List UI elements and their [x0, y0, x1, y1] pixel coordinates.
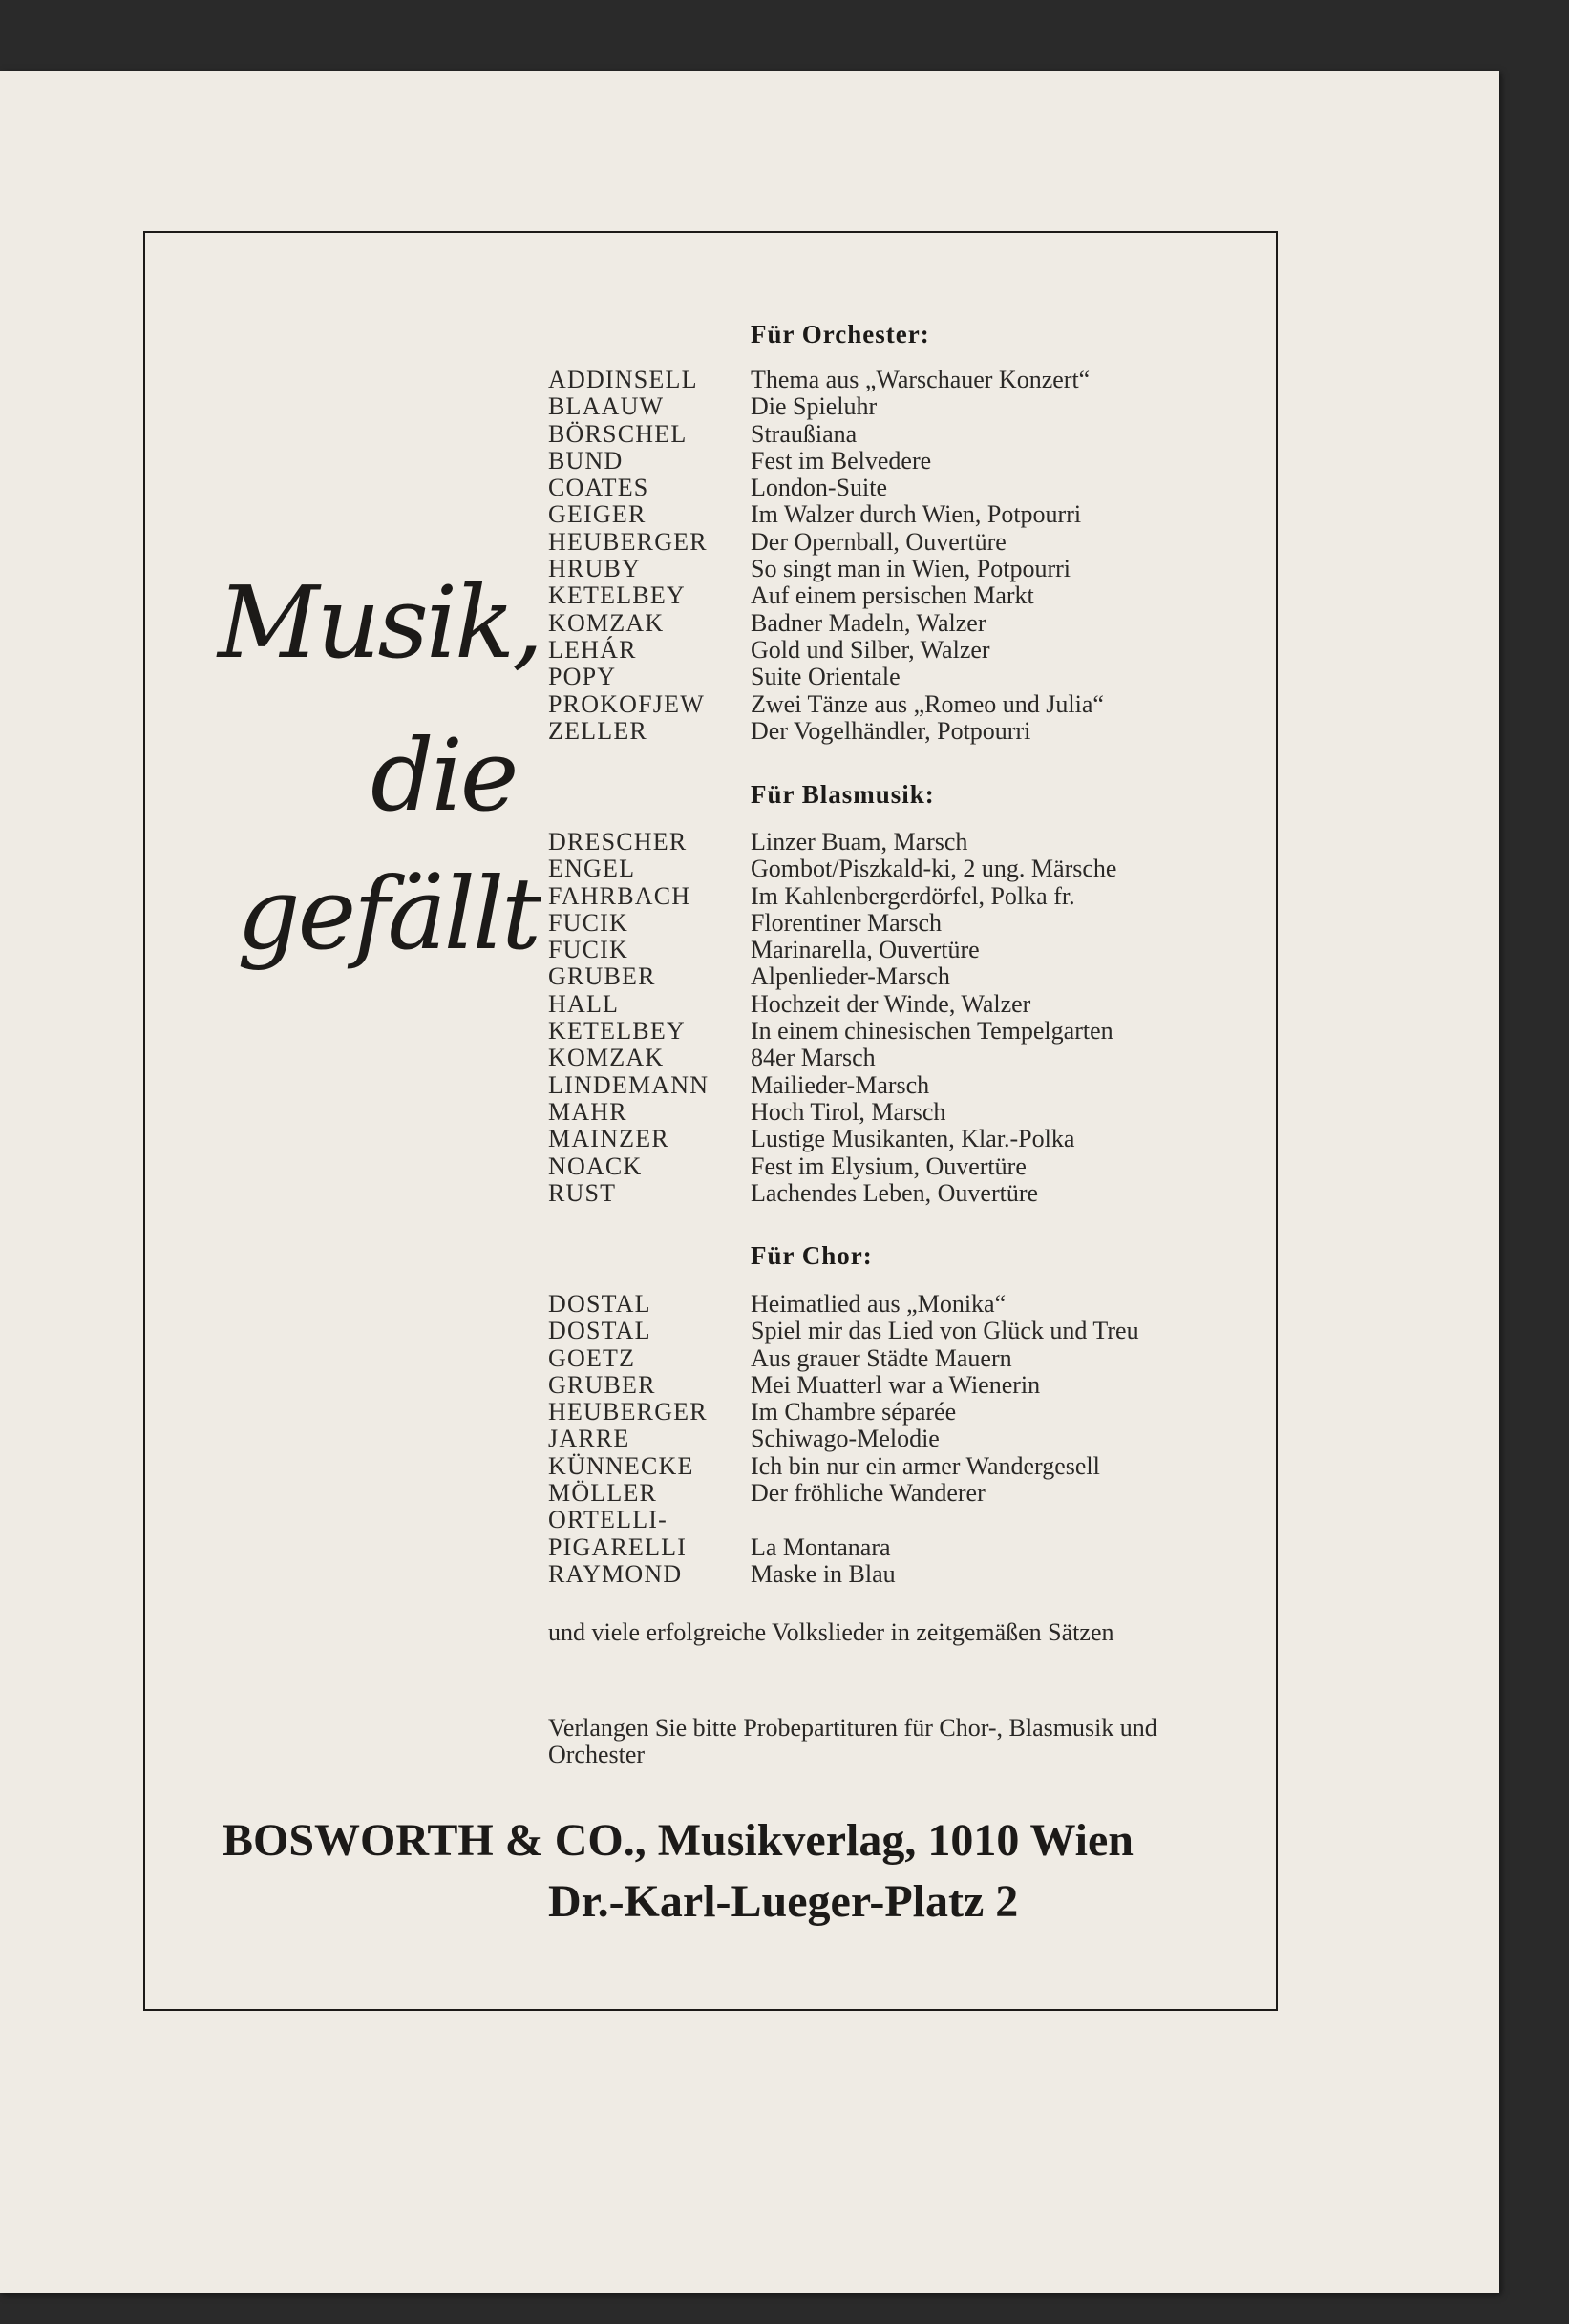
composer-name: DRESCHER	[548, 828, 688, 856]
composer-name: DOSTAL	[548, 1317, 651, 1345]
work-title: Alpenlieder-Marsch	[751, 962, 950, 991]
slogan-line-2: die	[371, 717, 517, 834]
composer-name: MÖLLER	[548, 1479, 658, 1508]
list-item	[548, 1318, 1274, 1344]
composer-name: FAHRBACH	[548, 881, 691, 910]
list-item	[548, 1372, 1274, 1399]
list-item	[548, 664, 1274, 690]
blasmusik-list	[548, 829, 1274, 1207]
publisher-address: Dr.-Karl-Lueger-Platz 2	[548, 1876, 1019, 1927]
composer-name: BÖRSCHEL	[548, 419, 688, 448]
composer-name: GRUBER	[548, 1370, 656, 1399]
work-title: Gold und Silber, Walzer	[751, 635, 990, 664]
work-title: So singt man in Wien, Potpourri	[751, 555, 1071, 583]
work-title: Lachendes Leben, Ouvertüre	[751, 1178, 1039, 1207]
list-item	[548, 937, 1274, 963]
work-title: Florentiner Marsch	[751, 908, 943, 937]
chor-list	[548, 1291, 1274, 1588]
list-item	[548, 475, 1274, 501]
composer-name: KETELBEY	[548, 581, 686, 610]
list-item	[548, 582, 1274, 609]
work-title: In einem chinesischen Tempelgarten	[751, 1017, 1113, 1046]
composer-name: ENGEL	[548, 855, 636, 883]
list-item	[548, 448, 1274, 475]
list-item	[548, 1507, 1274, 1533]
composer-name: HEUBERGER	[548, 1398, 708, 1426]
list-item	[548, 610, 1274, 637]
composer-name: MAINZER	[548, 1125, 669, 1153]
work-title: Lustige Musikanten, Klar.-Polka	[751, 1125, 1075, 1153]
list-item	[548, 1099, 1274, 1126]
work-title: Maske in Blau	[751, 1559, 896, 1588]
composer-name: DOSTAL	[548, 1290, 651, 1318]
composer-name: GRUBER	[548, 962, 656, 991]
list-item	[548, 367, 1274, 393]
list-item	[548, 1018, 1274, 1045]
work-title: Der Opernball, Ouvertüre	[751, 527, 1007, 556]
slogan-line-3: gefällt	[237, 856, 539, 972]
list-item	[548, 393, 1274, 420]
composer-name: ZELLER	[548, 716, 647, 745]
work-title: Hoch Tirol, Marsch	[751, 1097, 946, 1126]
list-item	[548, 1345, 1274, 1372]
list-item	[548, 883, 1274, 910]
work-title: 84er Marsch	[751, 1044, 876, 1072]
section-title-blasmusik: Für Blasmusik:	[751, 780, 935, 809]
composer-name: PROKOFJEW	[548, 689, 705, 718]
composer-name: BUND	[548, 446, 624, 475]
work-title: La Montanara	[751, 1532, 891, 1561]
composer-name: ORTELLI-	[548, 1506, 668, 1534]
list-item	[548, 556, 1274, 582]
work-title: Der fröhliche Wanderer	[751, 1479, 986, 1508]
work-title: Ich bin nur ein armer Wandergesell	[751, 1451, 1100, 1480]
work-title: Suite Orientale	[751, 663, 901, 691]
work-title: Die Spieluhr	[751, 392, 878, 421]
composer-name: BLAAUW	[548, 392, 665, 421]
composer-name: RAYMOND	[548, 1559, 683, 1588]
work-title: Spiel mir das Lied von Glück und Treu	[751, 1317, 1139, 1345]
composer-name: HALL	[548, 989, 620, 1018]
list-item	[548, 829, 1274, 856]
orchester-list	[548, 367, 1274, 745]
work-title: Auf einem persischen Markt	[751, 581, 1034, 610]
composer-name: KOMZAK	[548, 1044, 665, 1072]
list-item	[548, 856, 1274, 882]
list-item	[548, 1561, 1274, 1588]
work-title: Der Vogelhändler, Potpourri	[751, 716, 1031, 745]
composer-name: KETELBEY	[548, 1017, 686, 1046]
work-title: Mailieder-Marsch	[751, 1070, 930, 1099]
composer-name: GOETZ	[548, 1343, 636, 1372]
work-title: Fest im Elysium, Ouvertüre	[751, 1151, 1027, 1180]
list-item	[548, 1126, 1274, 1152]
list-item	[548, 501, 1274, 528]
list-item	[548, 991, 1274, 1018]
list-item	[548, 1534, 1274, 1561]
list-item	[548, 691, 1274, 718]
list-item	[548, 1480, 1274, 1507]
composer-name: COATES	[548, 474, 649, 502]
list-item	[548, 421, 1274, 448]
work-title: Schiwago-Melodie	[751, 1425, 940, 1453]
composer-name: FUCIK	[548, 908, 629, 937]
composer-name: HEUBERGER	[548, 527, 708, 556]
work-title: Hochzeit der Winde, Walzer	[751, 989, 1031, 1018]
work-title: Im Kahlenbergerdörfel, Polka fr.	[751, 881, 1075, 910]
request-note: Verlangen Sie bitte Probepartituren für Chor-, Blasmusik und Orchester	[548, 1714, 1157, 1768]
list-item	[548, 1153, 1274, 1180]
composer-name: GEIGER	[548, 500, 647, 529]
work-title: Linzer Buam, Marsch	[751, 828, 968, 856]
list-item	[548, 910, 1274, 937]
folk-songs-note: und viele erfolgreiche Volkslieder in zeitgemäßen Sätzen	[548, 1618, 1114, 1646]
section-title-orchester: Für Orchester:	[751, 320, 930, 349]
composer-name: HRUBY	[548, 555, 642, 583]
work-title: Straußiana	[751, 419, 858, 448]
composer-name: LEHÁR	[548, 635, 637, 664]
list-item	[548, 1180, 1274, 1207]
composer-name: JARRE	[548, 1425, 630, 1453]
list-item	[548, 1291, 1274, 1318]
work-title: Fest im Belvedere	[751, 446, 932, 475]
section-title-chor: Für Chor:	[751, 1241, 873, 1270]
list-item	[548, 1399, 1274, 1426]
work-title: Heimatlied aus „Monika“	[751, 1290, 1007, 1318]
list-item	[548, 1426, 1274, 1452]
list-item	[548, 963, 1274, 990]
composer-name: ADDINSELL	[548, 366, 698, 393]
composer-name: KÜNNECKE	[548, 1451, 694, 1480]
composer-name: POPY	[548, 663, 617, 691]
composer-name: KOMZAK	[548, 608, 665, 637]
slogan-line-1: Musik,	[218, 564, 541, 681]
composer-name: LINDEMANN	[548, 1070, 710, 1099]
publisher-name: BOSWORTH & CO., Musikverlag, 1010 Wien	[223, 1815, 1134, 1866]
work-title: Badner Madeln, Walzer	[751, 608, 986, 637]
list-item	[548, 718, 1274, 745]
list-item	[548, 1453, 1274, 1480]
work-title: Gombot/Piszkald-ki, 2 ung. Märsche	[751, 855, 1117, 883]
list-item	[548, 1072, 1274, 1099]
composer-name: NOACK	[548, 1151, 643, 1180]
composer-name: RUST	[548, 1178, 617, 1207]
work-title: Im Walzer durch Wien, Potpourri	[751, 500, 1082, 529]
work-title: Aus grauer Städte Mauern	[751, 1343, 1012, 1372]
composer-name: PIGARELLI	[548, 1532, 688, 1561]
composer-name: FUCIK	[548, 936, 629, 964]
work-title: Marinarella, Ouvertüre	[751, 936, 980, 964]
work-title: London-Suite	[751, 474, 887, 502]
work-title: Im Chambre séparée	[751, 1398, 957, 1426]
list-item	[548, 529, 1274, 556]
list-item	[548, 637, 1274, 664]
work-title: Thema aus „Warschauer Konzert“	[751, 366, 1091, 393]
composer-name: MAHR	[548, 1097, 627, 1126]
work-title: Mei Muatterl war a Wienerin	[751, 1370, 1041, 1399]
work-title: Zwei Tänze aus „Romeo und Julia“	[751, 689, 1104, 718]
list-item	[548, 1045, 1274, 1071]
